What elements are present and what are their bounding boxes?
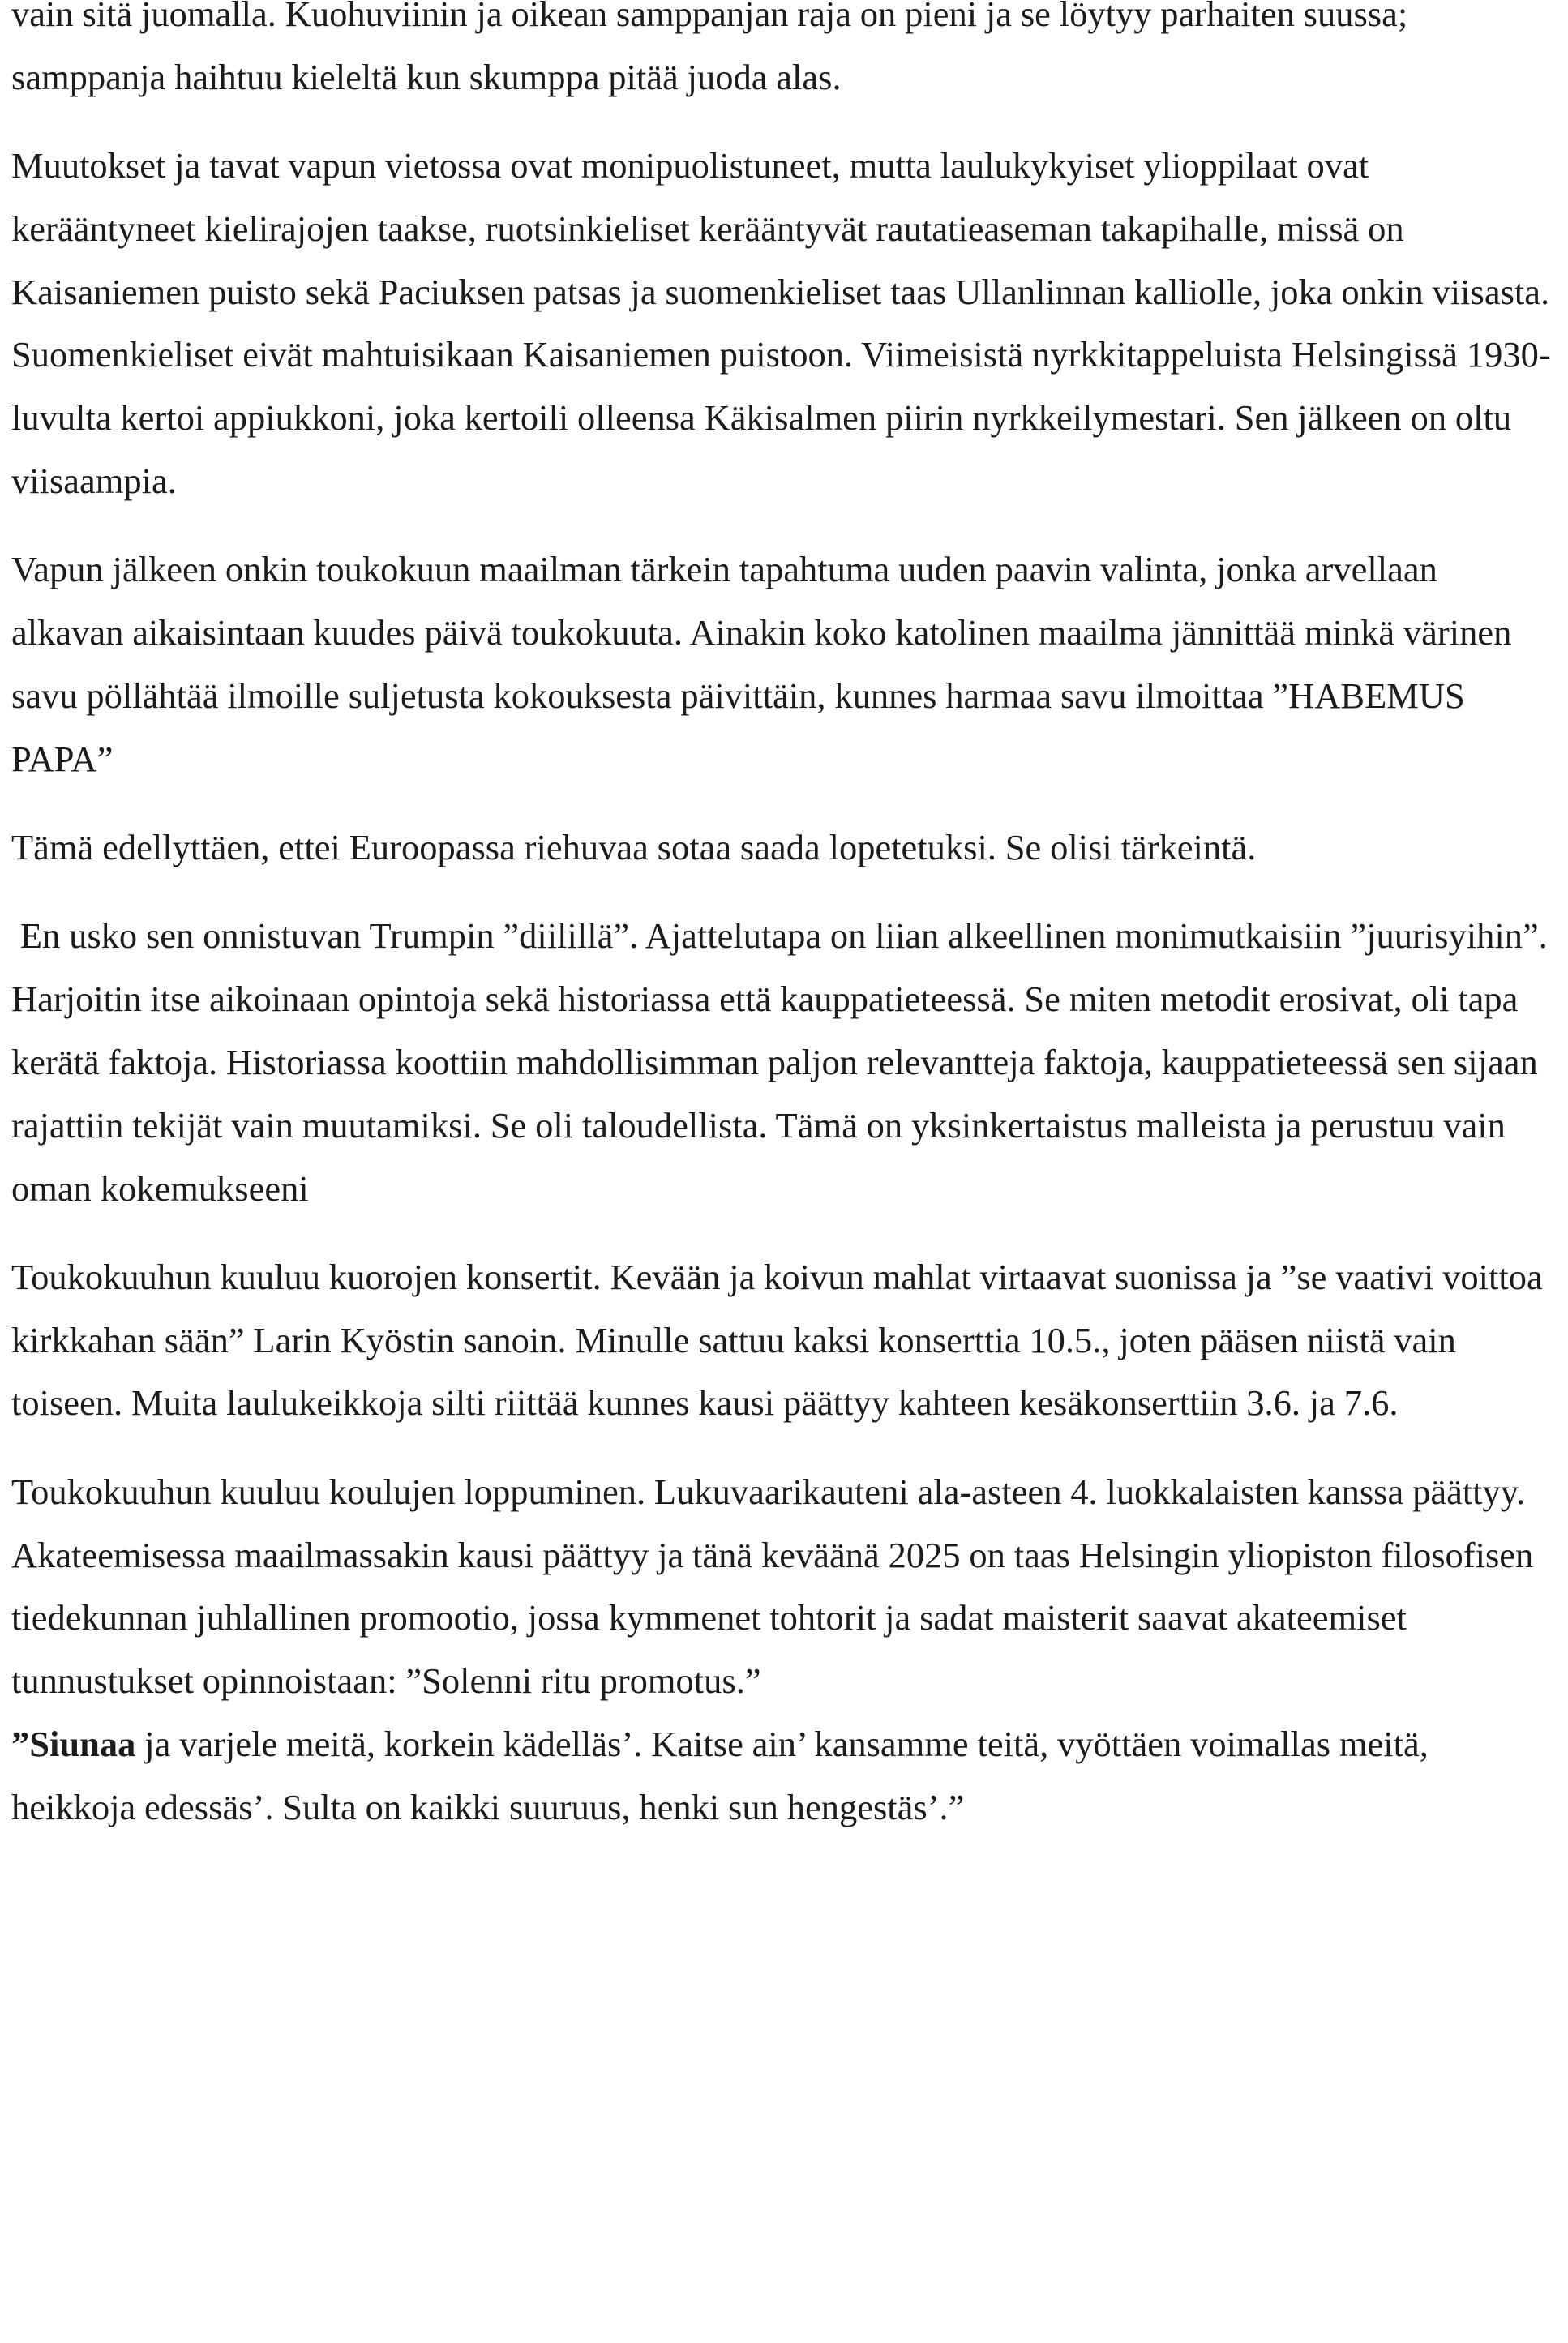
paragraph-war-in-europe: Tämä edellyttäen, ettei Euroopassa riehuvaa sotaa saada lopetetuksi. Se olisi tärkeintä.: [11, 827, 1257, 868]
paragraph-vappu-traditions: Muutokset ja tavat vapun vietossa ovat monipuolistuneet, mutta laulukykyiset ylioppilaat ovat kerääntyneet kielirajojen taakse, ruotsinkieliset kerääntyvät rautatieaseman takapihalle, missä on Kaisaniemen puisto sekä Paciuksen patsas ja suomenkieliset taas Ullanlinnan kalliolle, joka onkin viisasta. Suomenkieliset eivät mahtuisikaan Kaisaniemen puistoon. Viimeisistä nyrkkitappeluista Helsingissä 1930-luvulta kertoi appiukkoni, joka kertoili olleensa Käkisalmen piirin nyrkkeilymestari. Sen jälkeen on oltu viisaampia.: [11, 145, 1551, 502]
hymn-text: ja varjele meitä, korkein kädelläs’. Kaitse ain’ kansamme teitä, vyöttäen voimallas meitä, heikkoja edessäs’. Sulta on kaikki suuruus, henki sun hengestäs’.”: [11, 1723, 1429, 1827]
paragraph-choir-concerts: Toukokuuhun kuuluu kuorojen konsertit. Kevään ja koivun mahlat virtaavat suonissa ja ”se vaativi voittoa kirkkahan sään” Larin Kyöstin sanoin. Minulle sattuu kaksi konserttia 10.5., joten pääsen niistä vain toiseen. Muita laulukeikkoja silti riittää kunnes kausi päättyy kahteen kesäkonserttiin 3.6. ja 7.6.: [11, 1256, 1543, 1424]
hymn-bold-word: ”Siunaa: [11, 1723, 136, 1764]
paragraph-pope-election: Vapun jälkeen onkin toukokuun maailman tärkein tapahtuma uuden paavin valinta, jonka arvellaan alkavan aikaisintaan kuudes päivä toukokuuta. Ainakin koko katolinen maailma jännittää minkä värinen savu pöllähtää ilmoille suljetusta kokouksesta päivittäin, kunnes harmaa savu ilmoittaa ”HABEMUS PAPA”: [11, 549, 1512, 779]
paragraph-hymn: [11, 1713, 1556, 1840]
paragraph-school-ending: Toukokuuhun kuuluu koulujen loppuminen. Lukuvaarikauteni ala-asteen 4. luokkalaisten kanssa päättyy. Akateemisessa maailmassakin kausi päättyy ja tänä keväänä 2025 on taas Helsingin yliopiston filosofisen tiedekunnan juhlallinen promootio, jossa kymmenet tohtorit ja sadat maisterit saavat akateemiset tunnustukset opinnoistaan: ”Solenni ritu promotus.”: [11, 1471, 1534, 1702]
paragraph-champagne: vain sitä juomalla. Kuohuviinin ja oikean samppanjan raja on pieni ja se löytyy parhaiten suussa; samppanja haihtuu kieleltä kun skumppa pitää juoda alas.: [11, 0, 1408, 97]
paragraph-trump-deal: En usko sen onnistuvan Trumpin ”diilillä”. Ajattelutapa on liian alkeellinen monimutkaisiin ”juurisyihin”. Harjoitin itse aikoinaan opintoja sekä historiassa että kauppatieteessä. Se miten metodit erosivat, oli tapa kerätä faktoja. Historiassa koottiin mahdollisimman paljon relevantteja faktoja, kauppatieteessä sen sijaan rajattiin tekijät vain muutamiksi. Se oli taloudellista. Tämä on yksinkertaistus malleista ja perustuu vain oman kokemukseeni: [11, 915, 1557, 1209]
